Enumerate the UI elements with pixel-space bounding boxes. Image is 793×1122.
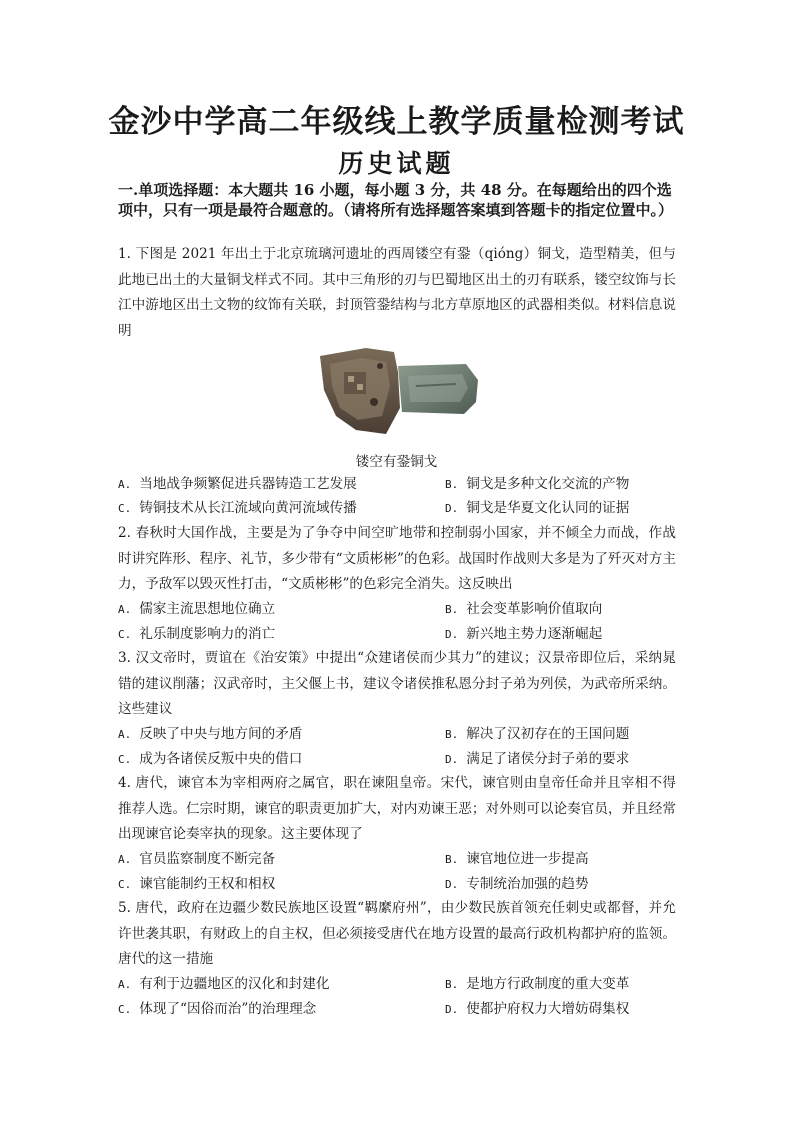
question-3-option-b[interactable] [445, 724, 629, 745]
question-4-option-d[interactable] [445, 874, 589, 895]
bronze-dagger-axe-image [316, 346, 480, 438]
option-text: 是地方行政制度的重大变革 [466, 976, 630, 992]
question-2-option-b[interactable] [445, 599, 602, 620]
question-3-option-d[interactable] [445, 749, 629, 770]
question-3-option-c[interactable] [118, 749, 302, 770]
question-1-option-d[interactable] [445, 498, 629, 519]
figure-caption: 镂空有銎铜戈 [355, 454, 438, 470]
question-2-option-a[interactable] [118, 599, 275, 620]
question-1-option-b[interactable] [445, 474, 629, 495]
option-key: A. [118, 853, 132, 866]
option-key: D. [445, 1003, 459, 1016]
option-key: B. [445, 603, 459, 616]
option-key: C. [118, 1003, 132, 1016]
option-key: D. [445, 502, 459, 515]
option-key: D. [445, 753, 459, 766]
question-2-option-d[interactable] [445, 624, 602, 645]
question-2-option-c[interactable] [118, 624, 275, 645]
option-text: 使都护府权力大增妨碍集权 [466, 1001, 630, 1017]
option-text: 铜戈是多种文化交流的产物 [466, 476, 630, 492]
option-text: 社会变革影响价值取向 [466, 601, 603, 617]
option-key: B. [445, 728, 459, 741]
option-text: 官员监察制度不断完备 [139, 851, 276, 867]
option-key: D. [445, 878, 459, 891]
option-text: 铜戈是华夏文化认同的证据 [466, 500, 630, 516]
option-key: C. [118, 878, 132, 891]
option-key: C. [118, 628, 132, 641]
option-text: 谏官能制约王权和相权 [139, 876, 276, 892]
question-5-option-c[interactable] [118, 999, 316, 1020]
question-5-stem: 5. 唐代，政府在边疆少数民族地区设置“羁縻府州”，由少数民族首领充任刺史或都督，并允许世袭其职，有财政上的自主权，但必须接受唐代在地方设置的最高行政机构都护府的监领。唐代的这一措施 [118, 900, 676, 967]
option-key: B. [445, 478, 459, 491]
option-text: 儒家主流思想地位确立 [139, 601, 276, 617]
option-key: C. [118, 502, 132, 515]
question-2-stem: 2. 春秋时大国作战，主要是为了争夺中间空旷地带和控制弱小国家，并不倾全力而战，作战时讲究阵形、程序、礼节，多少带有“文质彬彬”的色彩。战国时作战则大多是为了歼灭对方主力，予敌军以毁灭性打击，“文质彬彬”的色彩完全消失。这反映出 [118, 525, 676, 592]
option-text: 体现了“因俗而治”的治理理念 [139, 1001, 317, 1017]
option-text: 成为各诸侯反叛中央的借口 [139, 751, 303, 767]
option-text: 新兴地主势力逐渐崛起 [466, 626, 603, 642]
question-4-option-b[interactable] [445, 849, 589, 870]
exam-subtitle: 历史试题 [338, 149, 455, 178]
question-4-stem: 4. 唐代，谏官本为宰相两府之属官，职在谏阻皇帝。宋代，谏官则由皇帝任命并且宰相不得推荐人选。仁宗时期，谏官的职责更加扩大，对内劝谏王恶；对外则可以论奏官员，并且经常出现谏官论奏宰执的现象。这主要体现了 [118, 775, 676, 842]
question-5-option-d[interactable] [445, 999, 629, 1020]
option-text: 反映了中央与地方间的矛盾 [139, 726, 303, 742]
option-key: A. [118, 478, 132, 491]
option-key: A. [118, 978, 132, 991]
option-text: 礼乐制度影响力的消亡 [139, 626, 276, 642]
question-4-option-c[interactable] [118, 874, 275, 895]
question-1-stem: 1. 下图是 2021 年出土于北京琉璃河遗址的西周镂空有銎（qióng）铜戈，造型精美，但与此地已出土的大量铜戈样式不同。其中三角形的刃与巴蜀地区出土的刃有联系，镂空纹饰与长江中游地区出土文物的纹饰有关联，封顶管銎结构与北方草原地区的武器相类似。材料信息说明 [118, 246, 676, 339]
option-key: B. [445, 853, 459, 866]
question-1-option-c[interactable] [118, 498, 357, 519]
option-key: D. [445, 628, 459, 641]
option-text: 专制统治加强的趋势 [466, 876, 589, 892]
section-instructions: 一.单项选择题：本大题共 16 小题，每小题 3 分，共 48 分。在每题给出的四个选项中，只有一项是最符合题意的。（请将所有选择题答案填到答题卡的指定位置中。） [118, 181, 674, 219]
option-text: 铸铜技术从长江流域向黄河流域传播 [139, 500, 357, 516]
question-5-option-b[interactable] [445, 974, 629, 995]
question-1-option-a[interactable] [118, 474, 357, 495]
option-key: C. [118, 753, 132, 766]
question-3-stem: 3. 汉文帝时，贾谊在《治安策》中提出“众建诸侯而少其力”的建议；汉景帝即位后，采纳晁错的建议削藩；汉武帝时，主父偃上书，建议令诸侯推私恩分封子弟为列侯，为武帝所采纳。这些建议 [118, 650, 676, 717]
option-text: 解决了汉初存在的王国问题 [466, 726, 630, 742]
exam-title: 金沙中学高二年级线上教学质量检测考试 [108, 104, 685, 140]
option-text: 满足了诸侯分封子弟的要求 [466, 751, 630, 767]
option-text: 谏官地位进一步提高 [466, 851, 589, 867]
question-5-option-a[interactable] [118, 974, 330, 995]
question-4-option-a[interactable] [118, 849, 275, 870]
question-3-option-a[interactable] [118, 724, 302, 745]
option-key: A. [118, 603, 132, 616]
option-text: 当地战争频繁促进兵器铸造工艺发展 [139, 476, 357, 492]
option-key: B. [445, 978, 459, 991]
option-key: A. [118, 728, 132, 741]
option-text: 有利于边疆地区的汉化和封建化 [139, 976, 330, 992]
